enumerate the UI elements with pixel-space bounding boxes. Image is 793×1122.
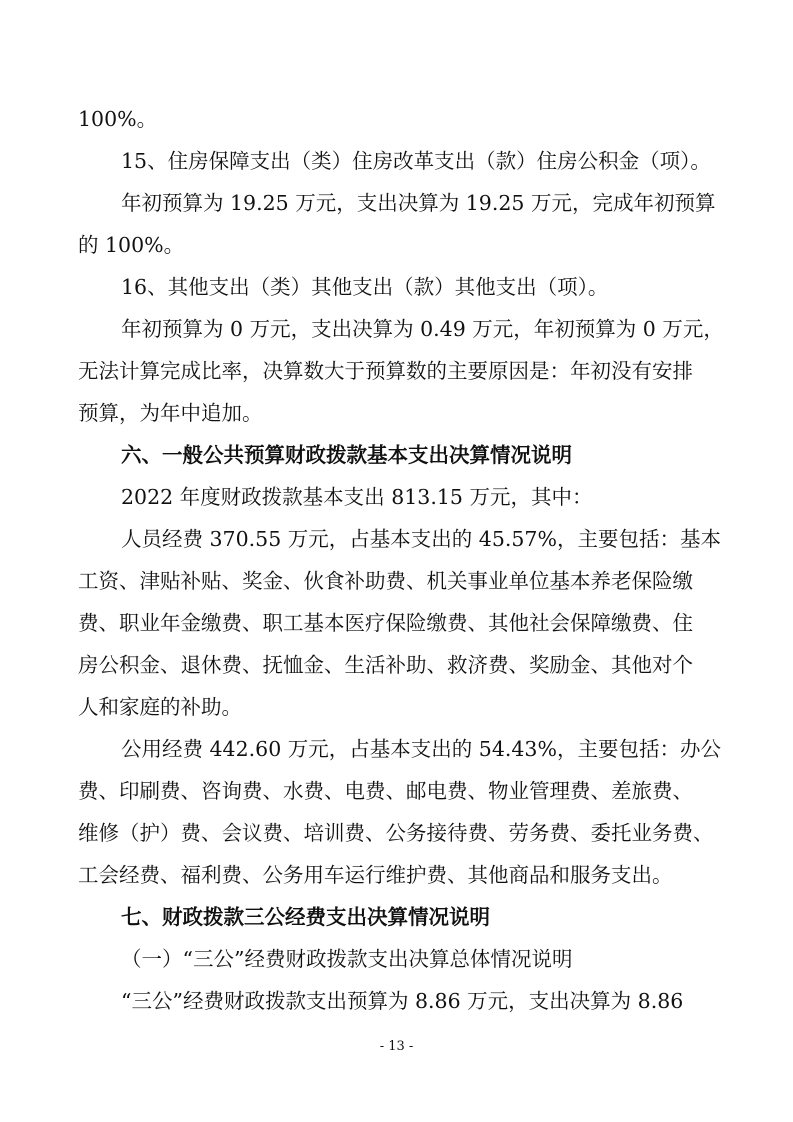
text-line: 预算，为年中追加。 <box>78 401 263 425</box>
text-line: 年初预算为 19.25 万元，支出决算为 19.25 万元，完成年初预算 <box>121 191 716 215</box>
text-line: 房公积金、退休费、抚恤金、生活补助、救济费、奖励金、其他对个 <box>78 653 693 677</box>
text-line: 的 100%。 <box>78 233 185 257</box>
section-heading: 六、一般公共预算财政拨款基本支出决算情况说明 <box>121 443 572 467</box>
text-line: 工会经费、福利费、公务用车运行维护费、其他商品和服务支出。 <box>78 863 673 887</box>
text-line: 费、职业年金缴费、职工基本医疗保险缴费、其他社会保障缴费、住 <box>78 611 693 635</box>
text-line: 年初预算为 0 万元，支出决算为 0.49 万元，年初预算为 0 万元， <box>121 317 724 341</box>
text-line: 工资、津贴补贴、奖金、伙食补助费、机关事业单位基本养老保险缴 <box>78 569 693 593</box>
text-line: 100%。 <box>78 107 158 131</box>
text-line: 人员经费 370.55 万元，占基本支出的 45.57%，主要包括：基本 <box>121 527 721 551</box>
page-number: - 13 - <box>379 1039 414 1054</box>
text-line: “三公”经费财政拨款支出预算为 8.86 万元，支出决算为 8.86 <box>121 989 684 1013</box>
text-line: 维修（护）费、会议费、培训费、公务接待费、劳务费、委托业务费、 <box>78 821 714 845</box>
text-line: 无法计算完成比率，决算数大于预算数的主要原因是：年初没有安排 <box>78 359 693 383</box>
text-line: 人和家庭的补助。 <box>78 695 242 719</box>
text-line: 15、住房保障支出（类）住房改革支出（款）住房公积金（项）。 <box>121 149 711 173</box>
text-line: 16、其他支出（类）其他支出（款）其他支出（项）。 <box>121 275 609 299</box>
subsection-heading: （一）“三公”经费财政拨款支出决算总体情况说明 <box>121 947 573 971</box>
text-line: 公用经费 442.60 万元，占基本支出的 54.43%，主要包括：办公 <box>121 737 721 761</box>
text-line: 费、印刷费、咨询费、水费、电费、邮电费、物业管理费、差旅费、 <box>78 779 693 803</box>
text-line: 2022 年度财政拨款基本支出 813.15 万元，其中： <box>121 485 593 509</box>
section-heading: 七、财政拨款三公经费支出决算情况说明 <box>121 905 490 929</box>
